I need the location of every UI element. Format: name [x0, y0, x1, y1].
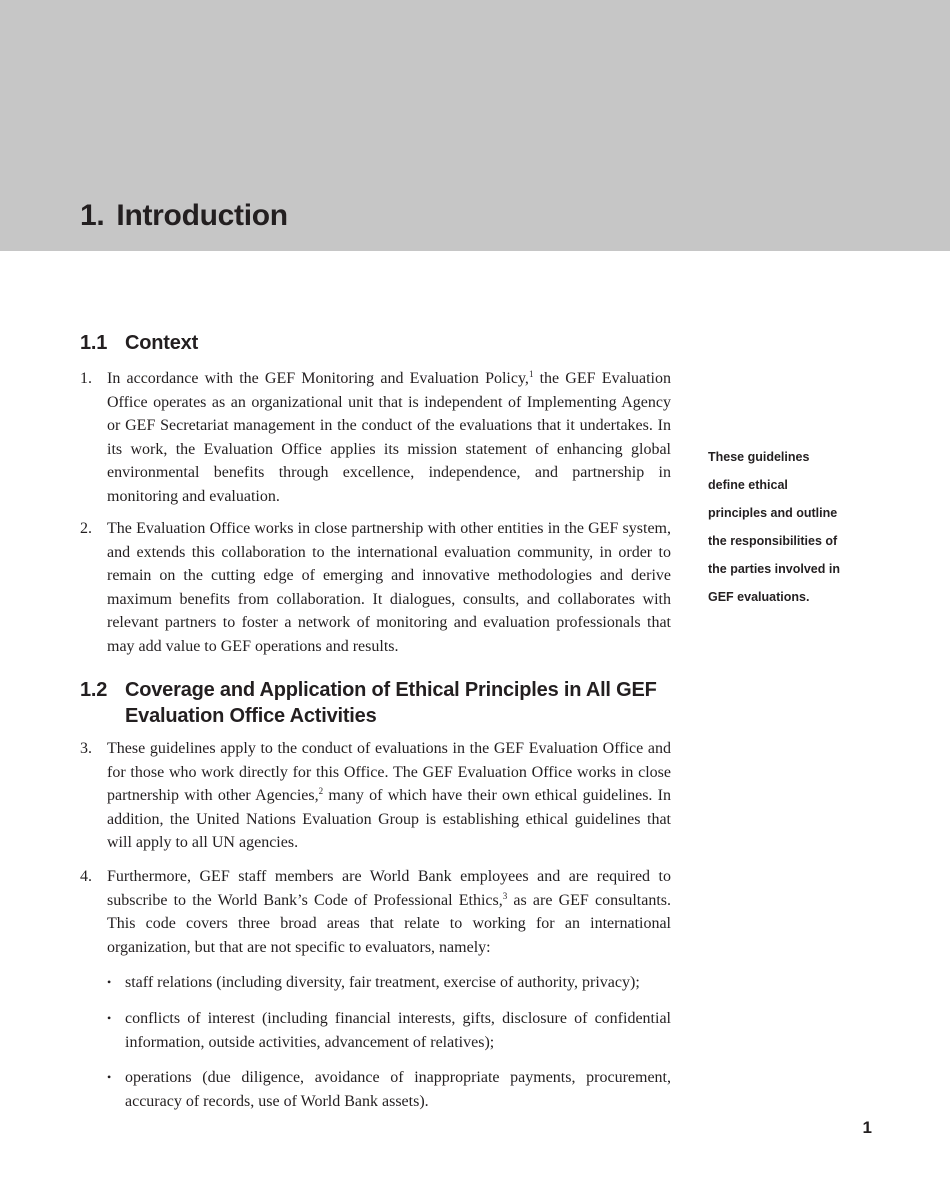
- page-number: 1: [862, 1118, 872, 1137]
- paragraph-4: [80, 865, 671, 959]
- section-title: Context: [125, 332, 199, 354]
- bullet-text: operations (due diligence, avoidance of inappropriate payments, procurement, accuracy of records, use of World Bank assets).: [125, 1069, 671, 1110]
- footnote-ref[interactable]: 3: [502, 890, 508, 901]
- chapter-number: 1.: [80, 199, 105, 232]
- section-heading-context: [80, 330, 680, 356]
- bullet-text: staff relations (including diversity, fair treatment, exercise of authority, privacy);: [125, 974, 640, 991]
- chapter-title-text: Introduction: [116, 199, 288, 232]
- bullet-item: [107, 1066, 671, 1113]
- paragraph-number: 1.: [80, 370, 92, 387]
- bullet-icon: •: [107, 975, 112, 989]
- sidebar-callout: These guidelines define ethical principles and outline the responsibilities of the parties involved in GEF evaluations.: [708, 450, 840, 604]
- paragraph-2: [80, 517, 671, 658]
- section-number: 1.2: [80, 679, 108, 701]
- paragraph-number: 2.: [80, 520, 92, 537]
- bullet-text: conflicts of interest (including financial interests, gifts, disclosure of confidential information, outside activities, advancement of relatives);: [125, 1010, 671, 1051]
- footnote-ref[interactable]: 1: [528, 369, 534, 379]
- bullet-item: [107, 1007, 671, 1054]
- chapter-title: [80, 196, 288, 236]
- bullet-icon: •: [107, 1070, 112, 1084]
- paragraph-3: [80, 737, 671, 855]
- section-heading-coverage: [80, 677, 680, 729]
- footnote-ref[interactable]: 2: [318, 786, 324, 796]
- paragraph-text-part: many of which have their own ethical guidelines. In addition, the United Nations Evaluation Group is establishing ethical guidelines that will apply to all UN agencies.: [107, 787, 671, 851]
- paragraph-text-part: the GEF Evaluation Office operates as an organizational unit that is independent of Implementing Agency or GEF Secretariat management in the conduct of the evaluations that it undertakes. In its work, the Evaluation Office applies its mission statement of enhancing global environmental benefits through excellence, independence, and partnership in monitoring and evaluation.: [107, 370, 672, 505]
- paragraph-number: 4.: [80, 868, 92, 885]
- paragraph-text-part: These guidelines apply to the conduct of evaluations in the GEF Evaluation Office and for those who work directly for this Office. The GEF Evaluation Office works in close partnership with other Agencies,: [107, 740, 671, 804]
- bullet-item: [107, 971, 671, 995]
- paragraph-text: [107, 865, 671, 959]
- paragraph-text-part: Furthermore, GEF staff members are World Bank employees and are required to subscribe to the World Bank’s Code of Professional Ethics,: [107, 868, 671, 909]
- paragraph-text-part: as are GEF consultants. This code covers three broad areas that relate to working for an international organization, but that are not specific to evaluators, namely:: [107, 891, 671, 956]
- bullet-icon: •: [107, 1011, 112, 1025]
- paragraph-text: The Evaluation Office works in close partnership with other entities in the GEF system, and extends this collaboration to the international evaluation community, in order to remain on the cutting edge of emerging and innovative methodologies and derive maximum benefits from collaboration. It dialogues, consults, and collaborates with relevant partners to foster a network of monitoring and evaluation professionals that may add value to GEF operations and results.: [107, 520, 671, 655]
- paragraph-text: [107, 737, 671, 855]
- paragraph-number: 3.: [80, 740, 92, 757]
- paragraph-text-part: In accordance with the GEF Monitoring and Evaluation Policy,: [107, 370, 529, 387]
- paragraph-text: [107, 367, 671, 508]
- section-number: 1.1: [80, 332, 108, 354]
- paragraph-1: [80, 367, 671, 508]
- section-title: Coverage and Application of Ethical Principles in All GEF Evaluation Office Activities: [125, 679, 657, 727]
